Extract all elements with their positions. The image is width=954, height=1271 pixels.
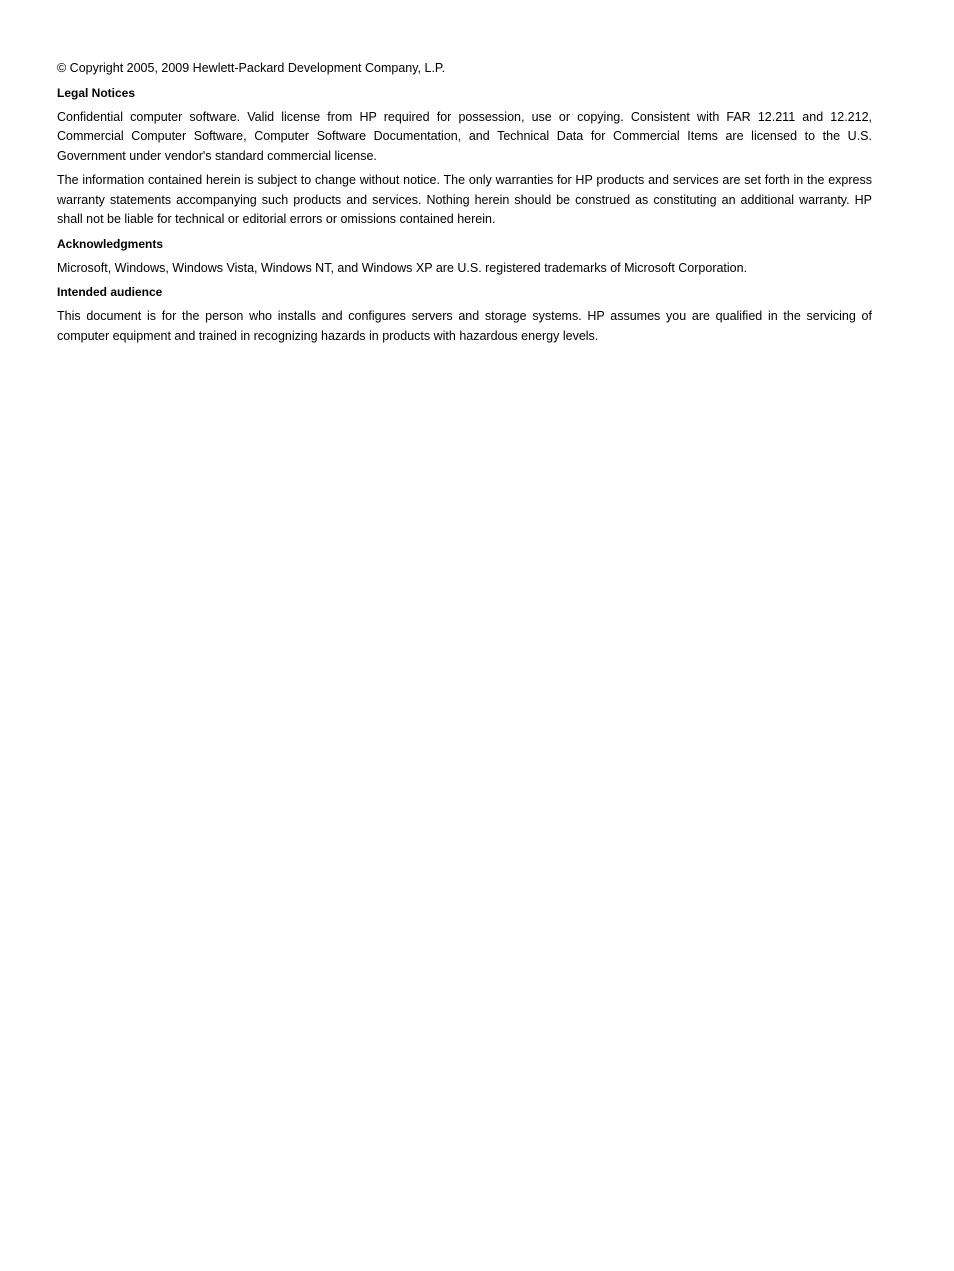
section-legal-notices [57,84,872,230]
paragraph: The information contained herein is subject to change without notice. The only warranties for HP products and services are set forth in the express warranty statements accompanying such products and services. Nothing herein should be construed as constituting an additional warranty. HP shall not be liable for technical or editorial errors or omissions contained herein. [57,173,872,226]
paragraph: This document is for the person who installs and configures servers and storage systems. HP assumes you are qualified in the servicing of computer equipment and trained in recognizing hazards in products with hazardous energy levels. [57,309,872,343]
section-intended-audience [57,283,872,346]
paragraph: Confidential computer software. Valid license from HP required for possession, use or copying. Consistent with FAR 12.211 and 12.212, Commercial Computer Software, Computer Software Documentation, and Technical Data for Commercial Items are licensed to the U.S. Government under vendor's standard commercial license. [57,109,872,163]
section-heading: Legal Notices [57,85,136,100]
copyright-notice: © Copyright 2005, 2009 Hewlett-Packard Development Company, L.P. [57,61,446,75]
section-acknowledgments [57,235,872,279]
document-page [57,59,872,351]
section-heading: Intended audience [57,285,163,299]
section-heading: Acknowledgments [57,236,164,251]
paragraph: Microsoft, Windows, Windows Vista, Windows NT, and Windows XP are U.S. registered trademarks of Microsoft Corporation. [57,260,748,275]
